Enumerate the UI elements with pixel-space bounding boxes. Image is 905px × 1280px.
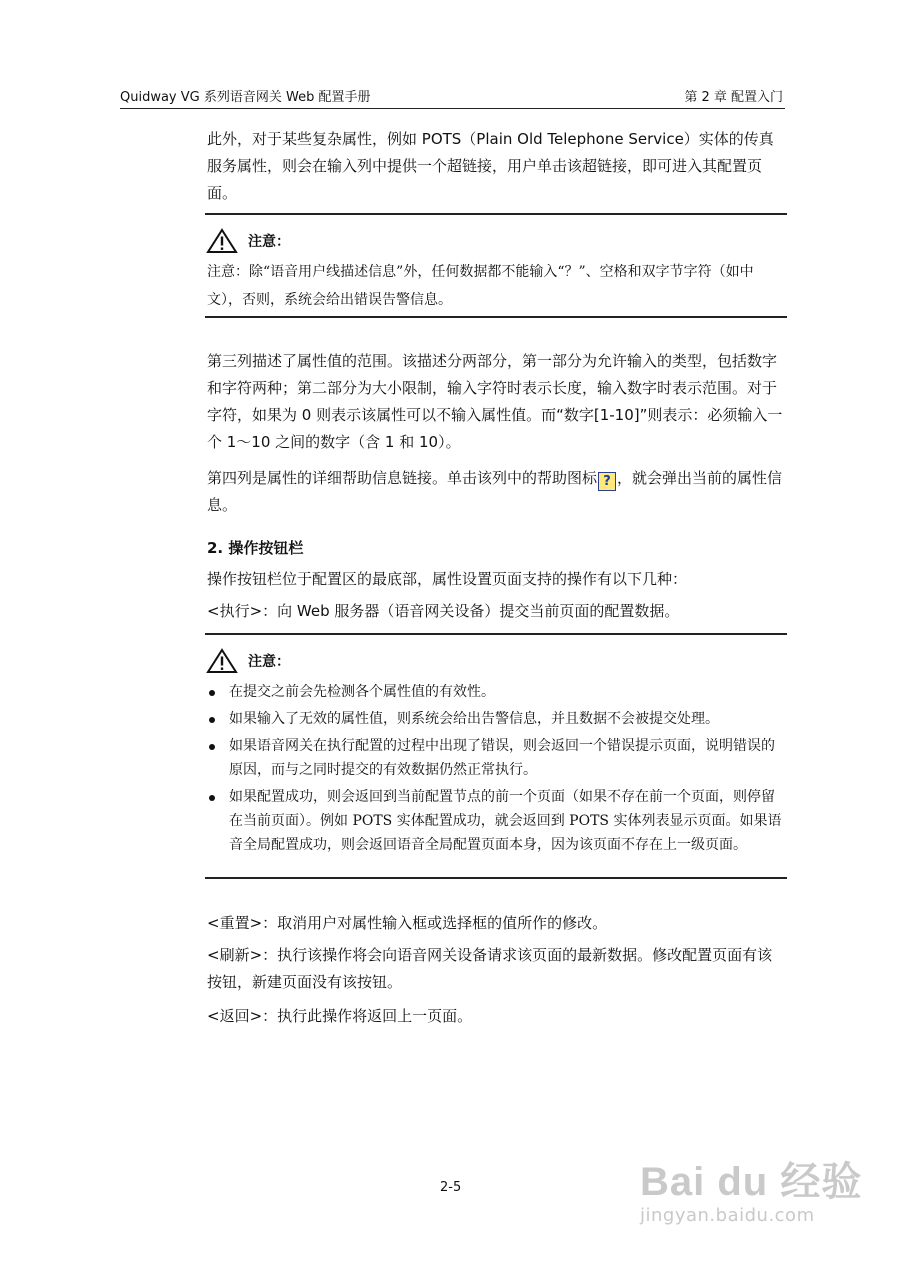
watermark-main: Bai du 经验 bbox=[640, 1160, 863, 1204]
paragraph-pots-fax: 此外，对于某些复杂属性，例如 POTS（Plain Old Telephone Service）实体的传真服务属性，则会在输入列中提供一个超链接，用户单击该超链接，即可进入其配置页面。 bbox=[207, 130, 774, 202]
section-heading-action-buttons: 2. 操作按钮栏 bbox=[207, 539, 304, 557]
page-number: 2-5 bbox=[440, 1180, 462, 1195]
paragraph-reset: <重置>：取消用户对属性输入框或选择框的值所作的修改。 bbox=[207, 914, 608, 932]
list-item: 如果输入了无效的属性值，则系统会给出告警信息，并且数据不会被提交处理。 bbox=[207, 707, 785, 731]
note-heading bbox=[206, 646, 290, 676]
note-label: 注意： bbox=[248, 234, 290, 250]
watermark-logo bbox=[640, 1150, 862, 1226]
paragraph-third-column: 第三列描述了属性值的范围。该描述分两部分，第一部分为允许输入的类型，包括数字和字符两种；第二部分为大小限制，输入字符时表示长度，输入数字时表示范围。对于字符，如果为 0 则表示该属性可以不输入属性值。而“数字[1-10]”则表示：必须输入一个 1～10 之间的数字（含 1 和 10）。 bbox=[207, 352, 783, 451]
note-bottom-rule bbox=[205, 316, 787, 318]
paragraph-fourth-column-tail: ，就会弹出当前的属性信息。 bbox=[207, 469, 783, 514]
note-bullet-list bbox=[207, 680, 785, 860]
note-text: 注意：除“语音用户线描述信息”外，任何数据都不能输入“？”、空格和双字节字符（如中文），否则，系统会给出错误告警信息。 bbox=[207, 264, 754, 308]
paragraph-back: <返回>：执行此操作将返回上一页面。 bbox=[207, 1007, 473, 1025]
warning-triangle-icon bbox=[206, 228, 238, 254]
note-label: 注意： bbox=[248, 654, 290, 670]
paragraph-fourth-column-lead: 第四列是属性的详细帮助信息链接。单击该列中的帮助图标 bbox=[207, 469, 598, 487]
running-header-title: Quidway VG 系列语音网关 Web 配置手册 bbox=[120, 90, 371, 105]
note-top-rule bbox=[205, 633, 787, 635]
help-question-icon: ? bbox=[598, 472, 616, 491]
list-item: 如果配置成功，则会返回到当前配置节点的前一个页面（如果不存在前一个页面，则停留在当前页面）。例如 POTS 实体配置成功，就会返回到 POTS 实体列表显示页面。如果语音全局配置成功，则会返回语音全局配置页面本身，因为该页面不存在上一级页面。 bbox=[207, 785, 785, 857]
list-item: 在提交之前会先检测各个属性值的有效性。 bbox=[207, 680, 785, 704]
note-top-rule bbox=[205, 213, 787, 215]
running-header-chapter: 第 2 章 配置入门 bbox=[684, 90, 783, 105]
paragraph-execute: <执行>：向 Web 服务器（语音网关设备）提交当前页面的配置数据。 bbox=[207, 602, 680, 620]
list-item: 如果语音网关在执行配置的过程中出现了错误，则会返回一个错误提示页面，说明错误的原因，而与之同时提交的有效数据仍然正常执行。 bbox=[207, 734, 785, 782]
warning-triangle-icon bbox=[206, 648, 238, 674]
note-heading bbox=[206, 226, 290, 256]
paragraph-button-bar: 操作按钮栏位于配置区的最底部，属性设置页面支持的操作有以下几种： bbox=[207, 570, 688, 588]
note-bottom-rule bbox=[205, 877, 787, 879]
paragraph-fourth-column bbox=[207, 465, 787, 519]
paragraph-refresh: <刷新>：执行该操作将会向语音网关设备请求该页面的最新数据。修改配置页面有该按钮，新建页面没有该按钮。 bbox=[207, 946, 773, 991]
header-divider bbox=[120, 108, 785, 109]
watermark-sub: jingyan.baidu.com bbox=[640, 1205, 815, 1226]
